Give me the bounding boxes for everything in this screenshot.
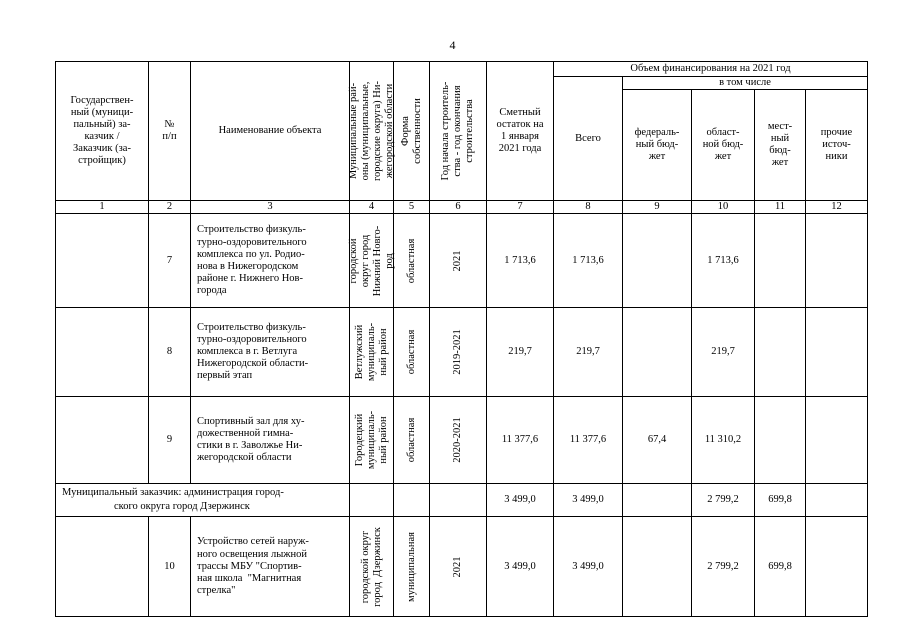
cell-num: 9 bbox=[149, 397, 191, 484]
column-number: 2 bbox=[149, 201, 191, 214]
cell-other bbox=[806, 484, 868, 517]
cell-municipality: городской округ город Дзержинск bbox=[350, 517, 394, 617]
cell-object-name: Строительство физкуль- турно-оздоровительного комплекса в г. Ветлуга Нижегородской области- первый этап bbox=[191, 308, 350, 397]
header-total: Всего bbox=[554, 77, 623, 201]
cell-regional: 2 799,2 bbox=[692, 517, 755, 617]
column-number: 7 bbox=[487, 201, 554, 214]
header-local: мест- ный бюд- жет bbox=[755, 90, 806, 201]
header-other: прочие источ- ники bbox=[806, 90, 868, 201]
cell-estimate: 3 499,0 bbox=[487, 484, 554, 517]
cell-estimate: 219,7 bbox=[487, 308, 554, 397]
cell-other bbox=[806, 517, 868, 617]
header-including: в том числе bbox=[623, 77, 868, 90]
column-number: 9 bbox=[623, 201, 692, 214]
cell-estimate: 1 713,6 bbox=[487, 214, 554, 308]
municipal-customer-line2: ского округа город Дзержинск bbox=[114, 501, 250, 513]
page-number: 4 bbox=[449, 38, 456, 52]
municipal-customer-line1: Муниципальный заказчик: администрация город- bbox=[62, 486, 284, 498]
column-number: 10 bbox=[692, 201, 755, 214]
cell-municipality: Ветлужский муниципаль- ный район bbox=[350, 308, 394, 397]
cell-local bbox=[755, 308, 806, 397]
cell-federal bbox=[623, 214, 692, 308]
column-number: 1 bbox=[56, 201, 149, 214]
cell-years: 2020-2021 bbox=[430, 397, 487, 484]
cell-federal bbox=[623, 308, 692, 397]
header-estimate-balance: Сметный остаток на 1 января 2021 года bbox=[487, 62, 554, 201]
cell-num: 7 bbox=[149, 214, 191, 308]
cell-federal bbox=[623, 484, 692, 517]
cell-municipality bbox=[350, 484, 394, 517]
table-row bbox=[56, 308, 868, 397]
cell-customer bbox=[56, 517, 149, 617]
municipal-customer-label bbox=[56, 484, 350, 517]
cell-estimate: 3 499,0 bbox=[487, 517, 554, 617]
cell-total: 3 499,0 bbox=[554, 484, 623, 517]
header-num: № п/п bbox=[149, 62, 191, 201]
cell-ownership: областная bbox=[394, 214, 430, 308]
table-row bbox=[56, 397, 868, 484]
column-number: 3 bbox=[191, 201, 350, 214]
cell-other bbox=[806, 397, 868, 484]
cell-customer bbox=[56, 397, 149, 484]
cell-municipality: Городецкий муниципаль- ный район bbox=[350, 397, 394, 484]
cell-num: 10 bbox=[149, 517, 191, 617]
cell-total: 11 377,6 bbox=[554, 397, 623, 484]
municipal-customer-row bbox=[56, 484, 868, 517]
column-number: 4 bbox=[350, 201, 394, 214]
header-customer: Государствен- ный (муници- пальный) за- казчик / Заказчик (за- стройщик) bbox=[56, 62, 149, 201]
cell-customer bbox=[56, 214, 149, 308]
cell-regional: 1 713,6 bbox=[692, 214, 755, 308]
cell-ownership: муниципальная bbox=[394, 517, 430, 617]
cell-local bbox=[755, 397, 806, 484]
header-years: Год начала строитель- ства - год окончания строительства bbox=[430, 62, 487, 201]
cell-ownership bbox=[394, 484, 430, 517]
cell-ownership: областная bbox=[394, 308, 430, 397]
cell-federal: 67,4 bbox=[623, 397, 692, 484]
header-municipality: Муниципальные рай- оны (муниципальные, городские округа) Ни- жегородской области bbox=[350, 62, 394, 201]
cell-estimate: 11 377,6 bbox=[487, 397, 554, 484]
cell-object-name: Спортивный зал для ху- дожественной гимна- стики в г. Заволжье Ни- жегородской области bbox=[191, 397, 350, 484]
cell-regional: 2 799,2 bbox=[692, 484, 755, 517]
cell-regional: 11 310,2 bbox=[692, 397, 755, 484]
cell-other bbox=[806, 214, 868, 308]
cell-municipality: городской округ город Нижний Новго- род bbox=[350, 214, 394, 308]
table-row bbox=[56, 517, 868, 617]
cell-local: 699,8 bbox=[755, 517, 806, 617]
cell-object-name: Устройство сетей наруж- ного освещения лыжной трассы МБУ "Спортив- ная школа "Магнитная стрелка" bbox=[191, 517, 350, 617]
cell-years: 2021 bbox=[430, 517, 487, 617]
cell-total: 219,7 bbox=[554, 308, 623, 397]
header-regional: област- ной бюд- жет bbox=[692, 90, 755, 201]
column-number: 8 bbox=[554, 201, 623, 214]
cell-years bbox=[430, 484, 487, 517]
cell-other bbox=[806, 308, 868, 397]
cell-total: 1 713,6 bbox=[554, 214, 623, 308]
column-number: 5 bbox=[394, 201, 430, 214]
header-funding-total: Объем финансирования на 2021 год bbox=[554, 62, 868, 77]
column-number: 6 bbox=[430, 201, 487, 214]
cell-customer bbox=[56, 308, 149, 397]
table-row bbox=[56, 214, 868, 308]
column-number: 12 bbox=[806, 201, 868, 214]
cell-federal bbox=[623, 517, 692, 617]
cell-years: 2021 bbox=[430, 214, 487, 308]
cell-ownership: областная bbox=[394, 397, 430, 484]
cell-regional: 219,7 bbox=[692, 308, 755, 397]
cell-total: 3 499,0 bbox=[554, 517, 623, 617]
header-ownership: Форма собственности bbox=[394, 62, 430, 201]
cell-local: 699,8 bbox=[755, 484, 806, 517]
cell-years: 2019-2021 bbox=[430, 308, 487, 397]
column-number: 11 bbox=[755, 201, 806, 214]
header-federal: федераль- ный бюд- жет bbox=[623, 90, 692, 201]
financing-table bbox=[55, 61, 868, 617]
header-object-name: Наименование объекта bbox=[191, 62, 350, 201]
cell-local bbox=[755, 214, 806, 308]
cell-object-name: Строительство физкуль- турно-оздоровительного комплекса по ул. Родио- нова в Нижегородском районе г. Нижнего Нов- города bbox=[191, 214, 350, 308]
cell-num: 8 bbox=[149, 308, 191, 397]
